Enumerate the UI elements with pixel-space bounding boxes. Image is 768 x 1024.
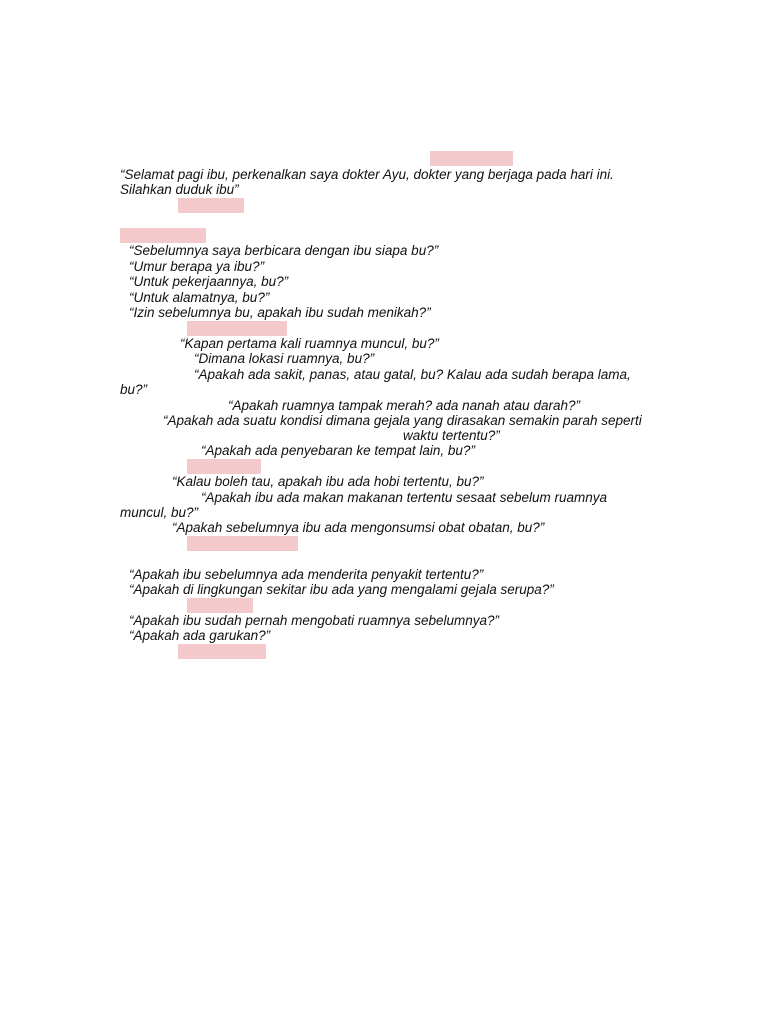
question-line: “Izin sebelumnya bu, apakah ibu sudah menikah?” xyxy=(129,305,431,320)
question-line: “Apakah ibu sudah pernah mengobati ruamnya sebelumnya?” xyxy=(129,613,499,628)
question-line: “Apakah ibu sebelumnya ada menderita penyakit tertentu?” xyxy=(129,567,484,582)
question-line: muncul, bu?” xyxy=(120,505,199,520)
highlight-block xyxy=(430,151,513,166)
question-line: “Kapan pertama kali ruamnya muncul, bu?” xyxy=(180,336,439,351)
question-line: “Untuk alamatnya, bu?” xyxy=(129,290,270,305)
highlight-block xyxy=(178,198,244,213)
question-line: “Apakah ruamnya tampak merah? ada nanah atau darah?” xyxy=(228,398,580,413)
question-line: “Apakah ada garukan?” xyxy=(129,628,271,643)
highlight-block xyxy=(187,598,253,613)
highlight-block xyxy=(178,644,266,659)
greeting-line-2: Silahkan duduk ibu” xyxy=(120,182,239,197)
question-line: bu?” xyxy=(120,382,148,397)
question-line: “Apakah ada penyebaran ke tempat lain, bu?” xyxy=(201,443,475,458)
question-line: “Untuk pekerjaannya, bu?” xyxy=(129,274,289,289)
question-line: “Apakah di lingkungan sekitar ibu ada yang mengalami gejala serupa?” xyxy=(129,582,554,597)
greeting-line-1: “Selamat pagi ibu, perkenalkan saya dokter Ayu, dokter yang berjaga pada hari ini. xyxy=(120,167,614,182)
question-line: waktu tertentu?” xyxy=(403,428,500,443)
question-line: “Apakah ibu ada makan makanan tertentu sesaat sebelum ruamnya xyxy=(201,490,607,505)
question-line: “Kalau boleh tau, apakah ibu ada hobi tertentu, bu?” xyxy=(172,474,484,489)
question-line: “Apakah ada sakit, panas, atau gatal, bu? Kalau ada sudah berapa lama, xyxy=(194,367,631,382)
highlight-block xyxy=(187,459,261,474)
question-line: “Dimana lokasi ruamnya, bu?” xyxy=(194,351,375,366)
question-line: “Apakah ada suatu kondisi dimana gejala yang dirasakan semakin parah seperti xyxy=(163,413,642,428)
highlight-block xyxy=(187,536,298,551)
highlight-block xyxy=(187,321,287,336)
question-line: “Umur berapa ya ibu?” xyxy=(129,259,265,274)
question-line: “Sebelumnya saya berbicara dengan ibu siapa bu?” xyxy=(129,243,439,258)
question-line: “Apakah sebelumnya ibu ada mengonsumsi obat obatan, bu?” xyxy=(172,520,545,535)
highlight-block xyxy=(120,228,206,243)
